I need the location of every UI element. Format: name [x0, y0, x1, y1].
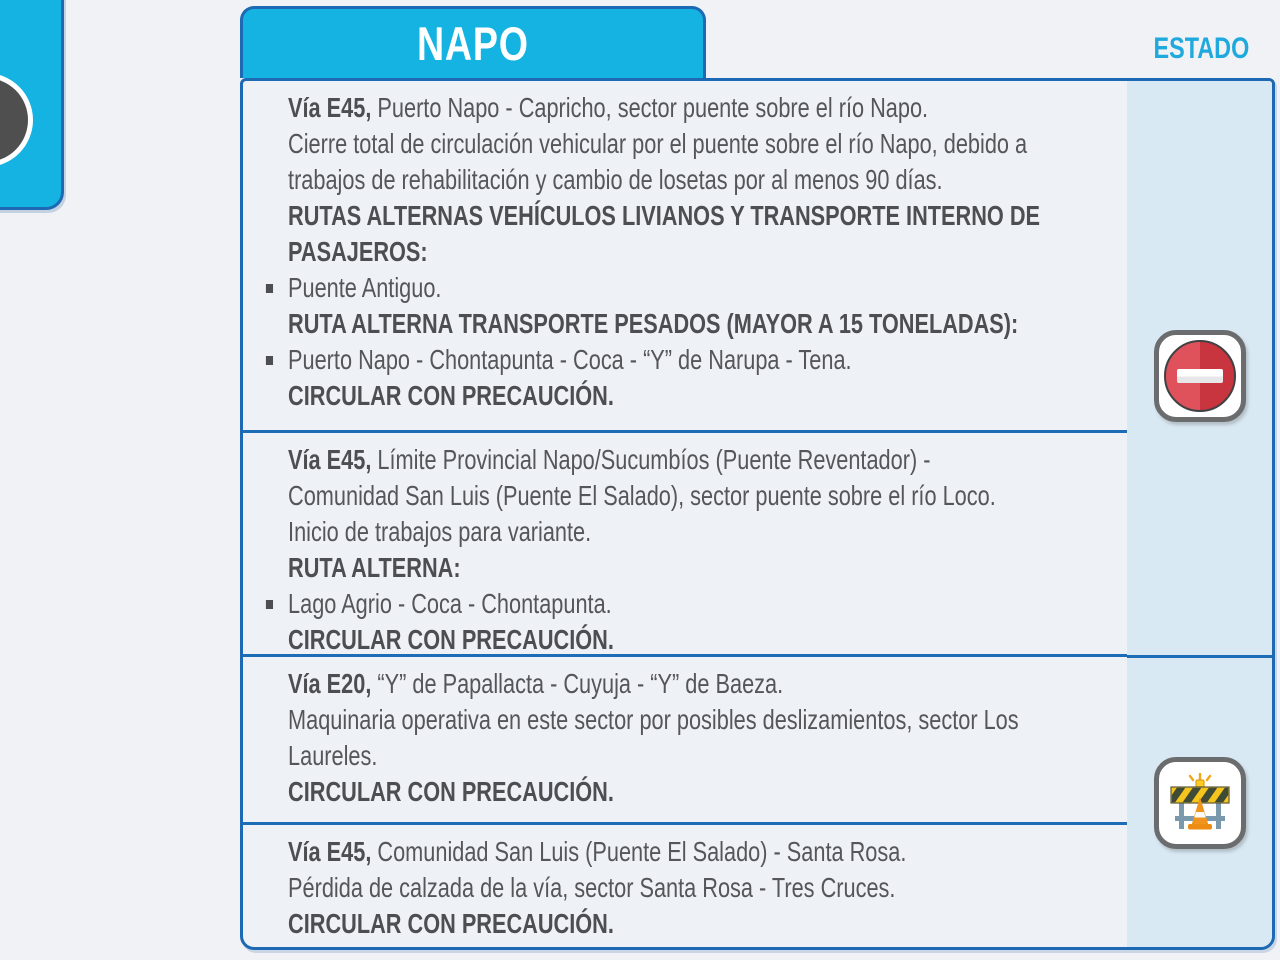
estado-header-label: ESTADO — [1153, 32, 1249, 65]
text-line: Comunidad San Luis (Puente El Salado), sector puente sobre el río Loco. — [288, 480, 996, 511]
text-line: Pérdida de calzada de la vía, sector Santa Rosa - Tres Cruces. — [288, 872, 896, 903]
estado-column-header — [1127, 28, 1275, 70]
road-status-table — [240, 78, 1275, 950]
status-cell-caution — [1127, 658, 1272, 947]
text-line: Laureles. — [288, 740, 378, 771]
bullet-line: Puerto Napo - Chontapunta - Coca - “Y” de Narupa - Tena. — [243, 342, 1127, 378]
text-line: Vía E45, Comunidad San Luis (Puente El Salado) - Santa Rosa. — [288, 836, 907, 867]
text-line: trabajos de rehabilitación y cambio de losetas por al menos 90 días. — [288, 164, 943, 195]
corner-logo-card — [0, 0, 64, 210]
text-line: Maquinaria operativa en este sector por posibles deslizamientos, sector Los — [288, 704, 1019, 735]
construction-barrier-icon — [1167, 773, 1233, 833]
text-line: CIRCULAR CON PRECAUCIÓN. — [288, 908, 614, 939]
text-line: PASAJEROS: — [288, 236, 428, 267]
text-line: CIRCULAR CON PRECAUCIÓN. — [288, 380, 614, 411]
text-line: CIRCULAR CON PRECAUCIÓN. — [288, 624, 614, 655]
text-line: RUTA ALTERNA TRANSPORTE PESADOS (MAYOR A 15 TONELADAS): — [288, 308, 1019, 339]
road-row-e45-puerto-napo — [243, 81, 1127, 433]
text-line: Inicio de trabajos para variante. — [288, 516, 592, 547]
status-badge — [1154, 330, 1246, 422]
text-line: RUTAS ALTERNAS VEHÍCULOS LIVIANOS Y TRANSPORTE INTERNO DE — [288, 200, 1041, 231]
text-line: CIRCULAR CON PRECAUCIÓN. — [288, 776, 614, 807]
status-cell-closed — [1127, 81, 1272, 658]
status-badge — [1154, 757, 1246, 849]
bullet-line: Lago Agrio - Coca - Chontapunta. — [243, 586, 1127, 622]
text-line: RUTA ALTERNA: — [288, 552, 461, 583]
text-line: Vía E45, Límite Provincial Napo/Sucumbíos (Puente Reventador) - — [288, 444, 931, 475]
province-tab-label: NAPO — [417, 17, 529, 70]
estado-column — [1127, 81, 1272, 947]
road-row-e20-papallacta — [243, 657, 1127, 825]
road-row-e45-santa-rosa — [243, 825, 1127, 947]
road-info-column — [243, 81, 1127, 947]
text-line: Vía E45, Puerto Napo - Capricho, sector puente sobre el río Napo. — [288, 92, 929, 123]
text-line: Cierre total de circulación vehicular por el puente sobre el río Napo, debido a — [288, 128, 1028, 159]
no-entry-icon — [1164, 340, 1236, 412]
bullet-line: Puente Antiguo. — [243, 270, 1127, 306]
road-row-e45-reventador — [243, 433, 1127, 657]
text-line: Vía E20, “Y” de Papallacta - Cuyuja - “Y” de Baeza. — [288, 668, 784, 699]
circle-logo-icon — [0, 73, 33, 167]
province-tab-napo — [240, 6, 706, 78]
